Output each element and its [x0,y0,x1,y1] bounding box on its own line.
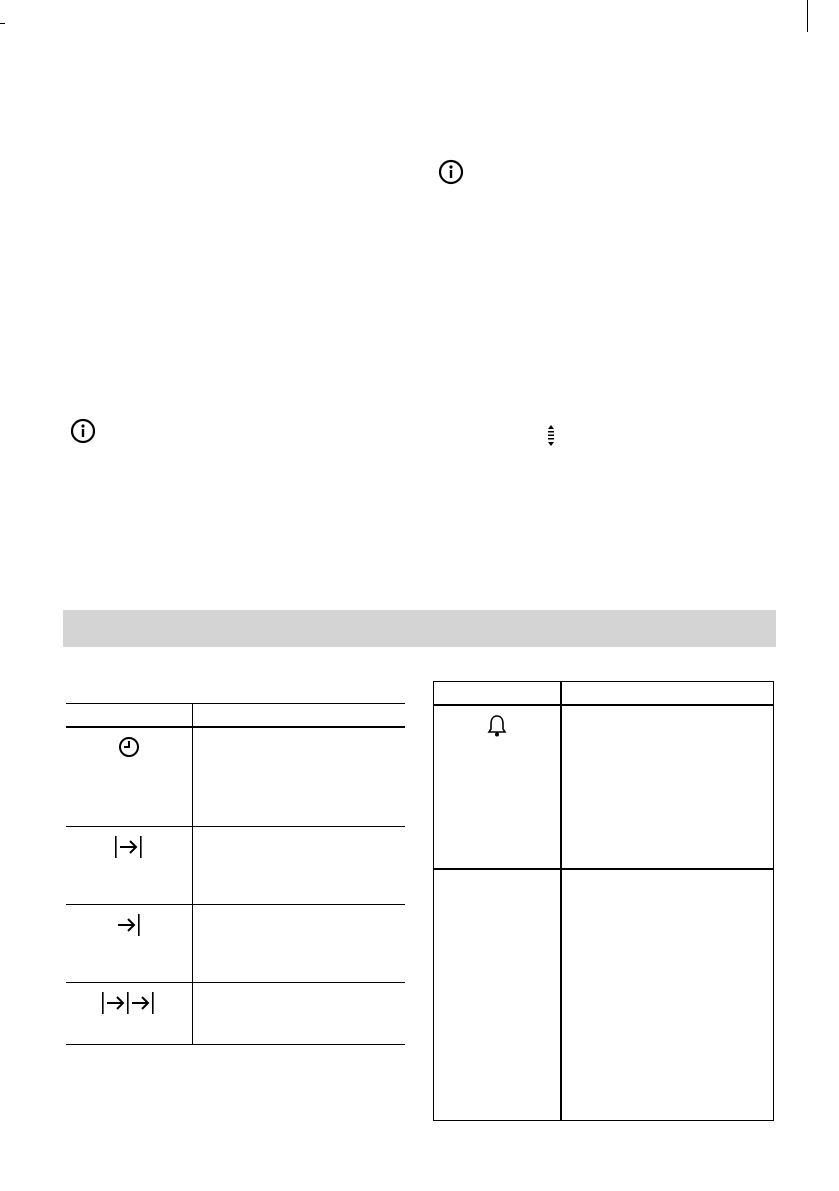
bar-arrow-bar-icon [114,835,144,859]
table-row [66,727,405,827]
table-row [434,705,774,869]
table-row [434,869,774,1121]
table-cell-description [192,905,405,983]
clock-icon [118,736,140,758]
section-heading-bar [63,610,776,647]
table-cell-description [192,827,405,905]
bar-arrow-bar-arrow-bar-icon [101,991,157,1015]
function-table-left [66,703,405,1045]
table-row [66,905,405,983]
table-cell-description [192,727,405,827]
table-header-function [561,682,774,706]
table-header-symbol [434,682,561,706]
table-row [66,827,405,905]
table-row [66,983,405,1045]
table-cell-description [561,705,774,869]
table-cell-description [561,869,774,1121]
table-cell-description [192,983,405,1045]
function-table-right [433,681,774,1121]
scroll-up-down-icon [546,425,556,452]
crop-mark-top-right [807,0,808,32]
info-icon [70,418,96,444]
bell-icon [486,714,508,738]
crop-mark-top-left [0,23,5,24]
table-cell-symbol [434,869,561,1121]
table-header-symbol [66,704,192,728]
arrow-bar-icon [116,913,142,937]
table-header-function [192,704,405,728]
info-icon [438,159,464,185]
